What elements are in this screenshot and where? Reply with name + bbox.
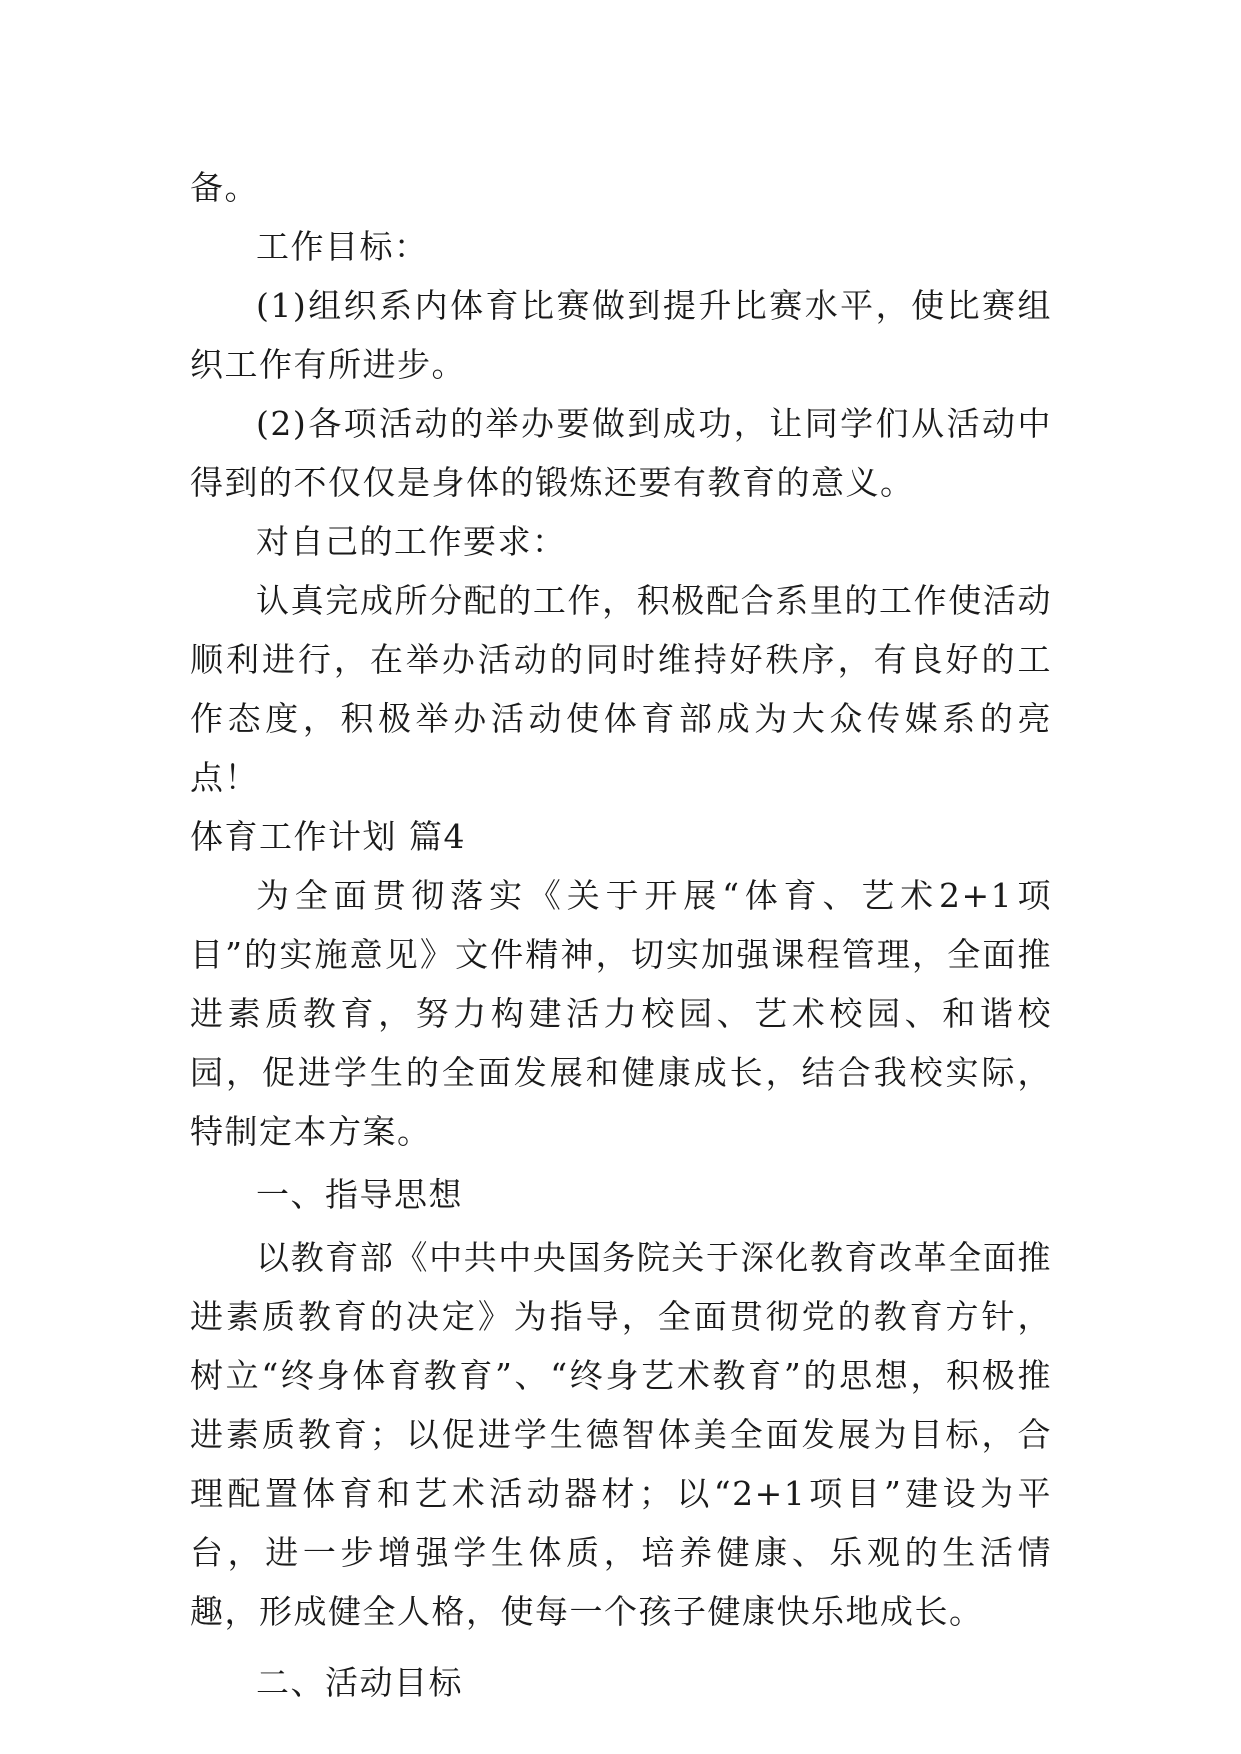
paragraph-intro: 为全面贯彻落实《关于开展“体育、艺术2+1项目”的实施意见》文件精神，切实加强课程管理，全面推进素质教育，努力构建活力校园、艺术校园、和谐校园，促进学生的全面发展和健康成长，结合我校实际，特制定本方案。 [190,876,1052,1151]
paragraph-goal-2: (2)各项活动的举办要做到成功，让同学们从活动中得到的不仅仅是身体的锻炼还要有教育的意义。 [190,404,1052,502]
paragraph-self-requirements-heading: 对自己的工作要求： [256,522,567,561]
section-title: 体育工作计划 篇4 [190,817,466,856]
paragraph-continuation: 备。 [190,168,259,207]
heading-activity-goals: 二、活动目标 [256,1663,463,1702]
paragraph-work-goals-heading: 工作目标： [256,227,429,266]
paragraph-self-requirements: 认真完成所分配的工作，积极配合系里的工作使活动顺利进行，在举办活动的同时维持好秩序，有良好的工作态度，积极举办活动使体育部成为大众传媒系的亮点！ [190,581,1052,797]
heading-guiding-ideology: 一、指导思想 [256,1175,463,1214]
document-page [190,158,1052,1712]
paragraph-goal-1: (1)组织系内体育比赛做到提升比赛水平，使比赛组织工作有所进步。 [190,286,1052,384]
paragraph-guiding-ideology: 以教育部《中共中央国务院关于深化教育改革全面推进素质教育的决定》为指导，全面贯彻党的教育方针，树立“终身体育教育”、“终身艺术教育”的思想，积极推进素质教育；以促进学生德智体美全面发展为目标，合理配置体育和艺术活动器材；以“2+1项目”建设为平台，进一步增强学生体质，培养健康、乐观的生活情趣，形成健全人格，使每一个孩子健康快乐地成长。 [190,1238,1052,1631]
